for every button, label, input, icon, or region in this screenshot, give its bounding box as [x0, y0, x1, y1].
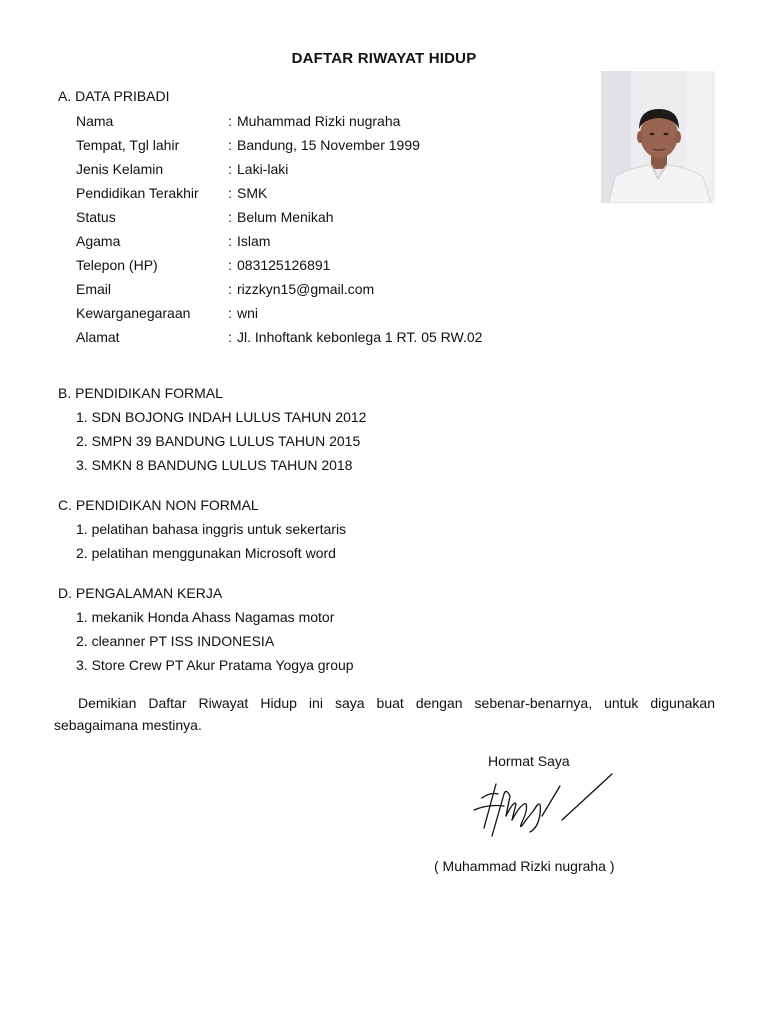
field-row-email — [76, 279, 374, 299]
field-separator: : — [228, 209, 232, 225]
closing-statement-line-1 — [54, 692, 715, 714]
field-separator: : — [228, 161, 232, 177]
field-label: Telepon (HP) — [76, 257, 158, 273]
field-label: Tempat, Tgl lahir — [76, 137, 180, 153]
field-label: Jenis Kelamin — [76, 161, 164, 177]
field-row-gender — [76, 159, 288, 179]
list-item: 2. pelatihan menggunakan Microsoft word — [76, 545, 336, 561]
field-row-address — [76, 327, 482, 347]
profile-photo-illustration — [601, 71, 715, 203]
field-row-birth — [76, 135, 420, 155]
field-value: Islam — [237, 233, 271, 249]
field-row-citizenship — [76, 303, 258, 323]
document-title: DAFTAR RIWAYAT HIDUP — [291, 50, 477, 67]
closing-statement-text: Demikian Daftar Riwayat Hidup ini saya buat dengan sebenar-benarnya, untuk digunakan — [78, 695, 715, 711]
field-label: Agama — [76, 233, 121, 249]
field-label: Alamat — [76, 329, 120, 345]
field-value: 083125126891 — [237, 257, 331, 273]
field-separator: : — [228, 233, 232, 249]
field-value: rizzkyn15@gmail.com — [237, 281, 375, 297]
closing-statement-line-2: sebagaimana mestinya. — [54, 717, 202, 733]
field-value: Jl. Inhoftank kebonlega 1 RT. 05 RW.02 — [237, 329, 483, 345]
field-value: Muhammad Rizki nugraha — [237, 113, 401, 129]
field-row-status — [76, 207, 334, 227]
field-row-religion — [76, 231, 270, 251]
list-item: 1. mekanik Honda Ahass Nagamas motor — [76, 609, 335, 625]
list-item: 2. cleanner PT ISS INDONESIA — [76, 633, 275, 649]
profile-photo — [601, 71, 715, 203]
field-value: SMK — [237, 185, 268, 201]
field-label: Nama — [76, 113, 114, 129]
field-value: Laki-laki — [237, 161, 289, 177]
section-heading-work-experience: D. PENGALAMAN KERJA — [58, 585, 223, 601]
regards-text: Hormat Saya — [488, 753, 570, 769]
field-label: Email — [76, 281, 112, 297]
field-label: Status — [76, 209, 116, 225]
field-separator: : — [228, 305, 232, 321]
field-value: wni — [237, 305, 259, 321]
field-separator: : — [228, 257, 232, 273]
section-heading-personal-data: A. DATA PRIBADI — [58, 88, 170, 104]
field-separator: : — [228, 137, 232, 153]
section-heading-nonformal-education: C. PENDIDIKAN NON FORMAL — [58, 497, 259, 513]
field-value: Belum Menikah — [237, 209, 334, 225]
field-separator: : — [228, 329, 232, 345]
field-separator: : — [228, 185, 232, 201]
signer-name: ( Muhammad Rizki nugraha ) — [434, 858, 615, 874]
section-heading-formal-education: B. PENDIDIKAN FORMAL — [58, 385, 223, 401]
field-value: Bandung, 15 November 1999 — [237, 137, 420, 153]
field-row-last-education — [76, 183, 267, 203]
field-separator: : — [228, 113, 232, 129]
list-item: 3. SMKN 8 BANDUNG LULUS TAHUN 2018 — [76, 457, 353, 473]
field-separator: : — [228, 281, 232, 297]
field-label: Kewarganegaraan — [76, 305, 191, 321]
field-label: Pendidikan Terakhir — [76, 185, 199, 201]
handwritten-signature — [470, 770, 620, 842]
list-item: 1. SDN BOJONG INDAH LULUS TAHUN 2012 — [76, 409, 367, 425]
list-item: 3. Store Crew PT Akur Pratama Yogya group — [76, 657, 354, 673]
list-item: 2. SMPN 39 BANDUNG LULUS TAHUN 2015 — [76, 433, 361, 449]
signature-strokes — [470, 770, 620, 842]
field-row-name — [76, 111, 400, 131]
field-row-phone — [76, 255, 330, 275]
list-item: 1. pelatihan bahasa inggris untuk sekertaris — [76, 521, 347, 537]
